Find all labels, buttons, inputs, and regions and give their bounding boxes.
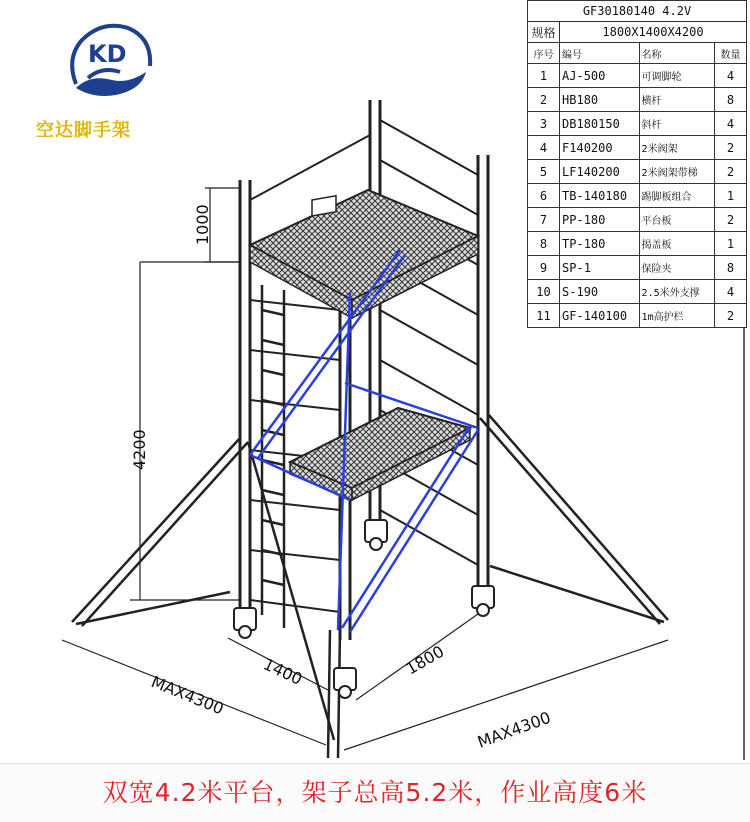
model-label: GF30180140 4.2V bbox=[528, 1, 747, 22]
part-qty: 2 bbox=[714, 304, 746, 328]
part-qty: 1 bbox=[714, 184, 746, 208]
part-number: 7 bbox=[528, 208, 560, 232]
part-code: PP-180 bbox=[560, 208, 640, 232]
part-qty: 2 bbox=[714, 136, 746, 160]
part-number: 3 bbox=[528, 112, 560, 136]
header-name: 名称 bbox=[639, 43, 714, 64]
part-name: 横杆 bbox=[639, 88, 714, 112]
outrigger-left bbox=[72, 438, 248, 626]
part-name: 踢脚板组合 bbox=[639, 184, 714, 208]
part-name: 2.5米外支撑 bbox=[639, 280, 714, 304]
spec-row bbox=[528, 22, 747, 43]
dim-width-label: 1400 bbox=[260, 654, 306, 689]
part-qty: 2 bbox=[714, 208, 746, 232]
outrigger-right bbox=[480, 414, 668, 624]
dim-length-label: 1800 bbox=[402, 641, 448, 679]
table-row bbox=[528, 64, 747, 88]
table-row bbox=[528, 160, 747, 184]
part-number: 1 bbox=[528, 64, 560, 88]
caption-banner: 双宽4.2米平台，架子总高5.2米，作业高度6米 bbox=[0, 763, 750, 822]
part-code: TB-140180 bbox=[560, 184, 640, 208]
part-qty: 4 bbox=[714, 64, 746, 88]
parts-table bbox=[527, 0, 747, 328]
dim-height-label: 4200 bbox=[130, 429, 149, 470]
part-code: S-190 bbox=[560, 280, 640, 304]
part-name: 1m高护栏 bbox=[639, 304, 714, 328]
part-number: 11 bbox=[528, 304, 560, 328]
part-number: 8 bbox=[528, 232, 560, 256]
part-qty: 8 bbox=[714, 256, 746, 280]
frame-uprights bbox=[240, 100, 488, 640]
table-row bbox=[528, 208, 747, 232]
dim-outrigger-left-label: MAX4300 bbox=[148, 672, 227, 719]
header-qty: 数量 bbox=[714, 43, 746, 64]
part-code: HB180 bbox=[560, 88, 640, 112]
part-name: 保险夹 bbox=[639, 256, 714, 280]
table-row bbox=[528, 88, 747, 112]
table-row bbox=[528, 136, 747, 160]
part-name: 斜杆 bbox=[639, 112, 714, 136]
part-qty: 4 bbox=[714, 280, 746, 304]
part-code: LF140200 bbox=[560, 160, 640, 184]
part-code: DB180150 bbox=[560, 112, 640, 136]
ladder bbox=[262, 285, 284, 628]
part-name: 2米阀架 bbox=[639, 136, 714, 160]
dim-guard-label: 1000 bbox=[193, 204, 212, 245]
part-qty: 8 bbox=[714, 88, 746, 112]
part-name: 可调脚轮 bbox=[639, 64, 714, 88]
header-code: 编号 bbox=[560, 43, 640, 64]
part-number: 5 bbox=[528, 160, 560, 184]
part-code: GF-140100 bbox=[560, 304, 640, 328]
logo-initials: KD bbox=[88, 40, 127, 68]
part-name: 2米阀架带梯 bbox=[639, 160, 714, 184]
brand-name: 空达脚手架 bbox=[36, 120, 131, 141]
part-code: AJ-500 bbox=[560, 64, 640, 88]
part-number: 9 bbox=[528, 256, 560, 280]
table-row bbox=[528, 304, 747, 328]
part-qty: 2 bbox=[714, 160, 746, 184]
table-row bbox=[528, 112, 747, 136]
part-qty: 4 bbox=[714, 112, 746, 136]
model-row bbox=[528, 1, 747, 22]
spec-label: 规格 bbox=[528, 22, 560, 43]
part-name: 揭盖板 bbox=[639, 232, 714, 256]
table-row bbox=[528, 232, 747, 256]
spec-value: 1800X1400X4200 bbox=[560, 22, 747, 43]
table-row bbox=[528, 280, 747, 304]
table-row bbox=[528, 256, 747, 280]
header-no: 序号 bbox=[528, 43, 560, 64]
part-number: 6 bbox=[528, 184, 560, 208]
table-header-row bbox=[528, 43, 747, 64]
part-qty: 1 bbox=[714, 232, 746, 256]
part-code: SP-1 bbox=[560, 256, 640, 280]
table-row bbox=[528, 184, 747, 208]
part-code: F140200 bbox=[560, 136, 640, 160]
dim-outrigger-right-label: MAX4300 bbox=[474, 707, 554, 752]
part-name: 平台板 bbox=[639, 208, 714, 232]
part-code: TP-180 bbox=[560, 232, 640, 256]
part-number: 4 bbox=[528, 136, 560, 160]
part-number: 10 bbox=[528, 280, 560, 304]
part-number: 2 bbox=[528, 88, 560, 112]
